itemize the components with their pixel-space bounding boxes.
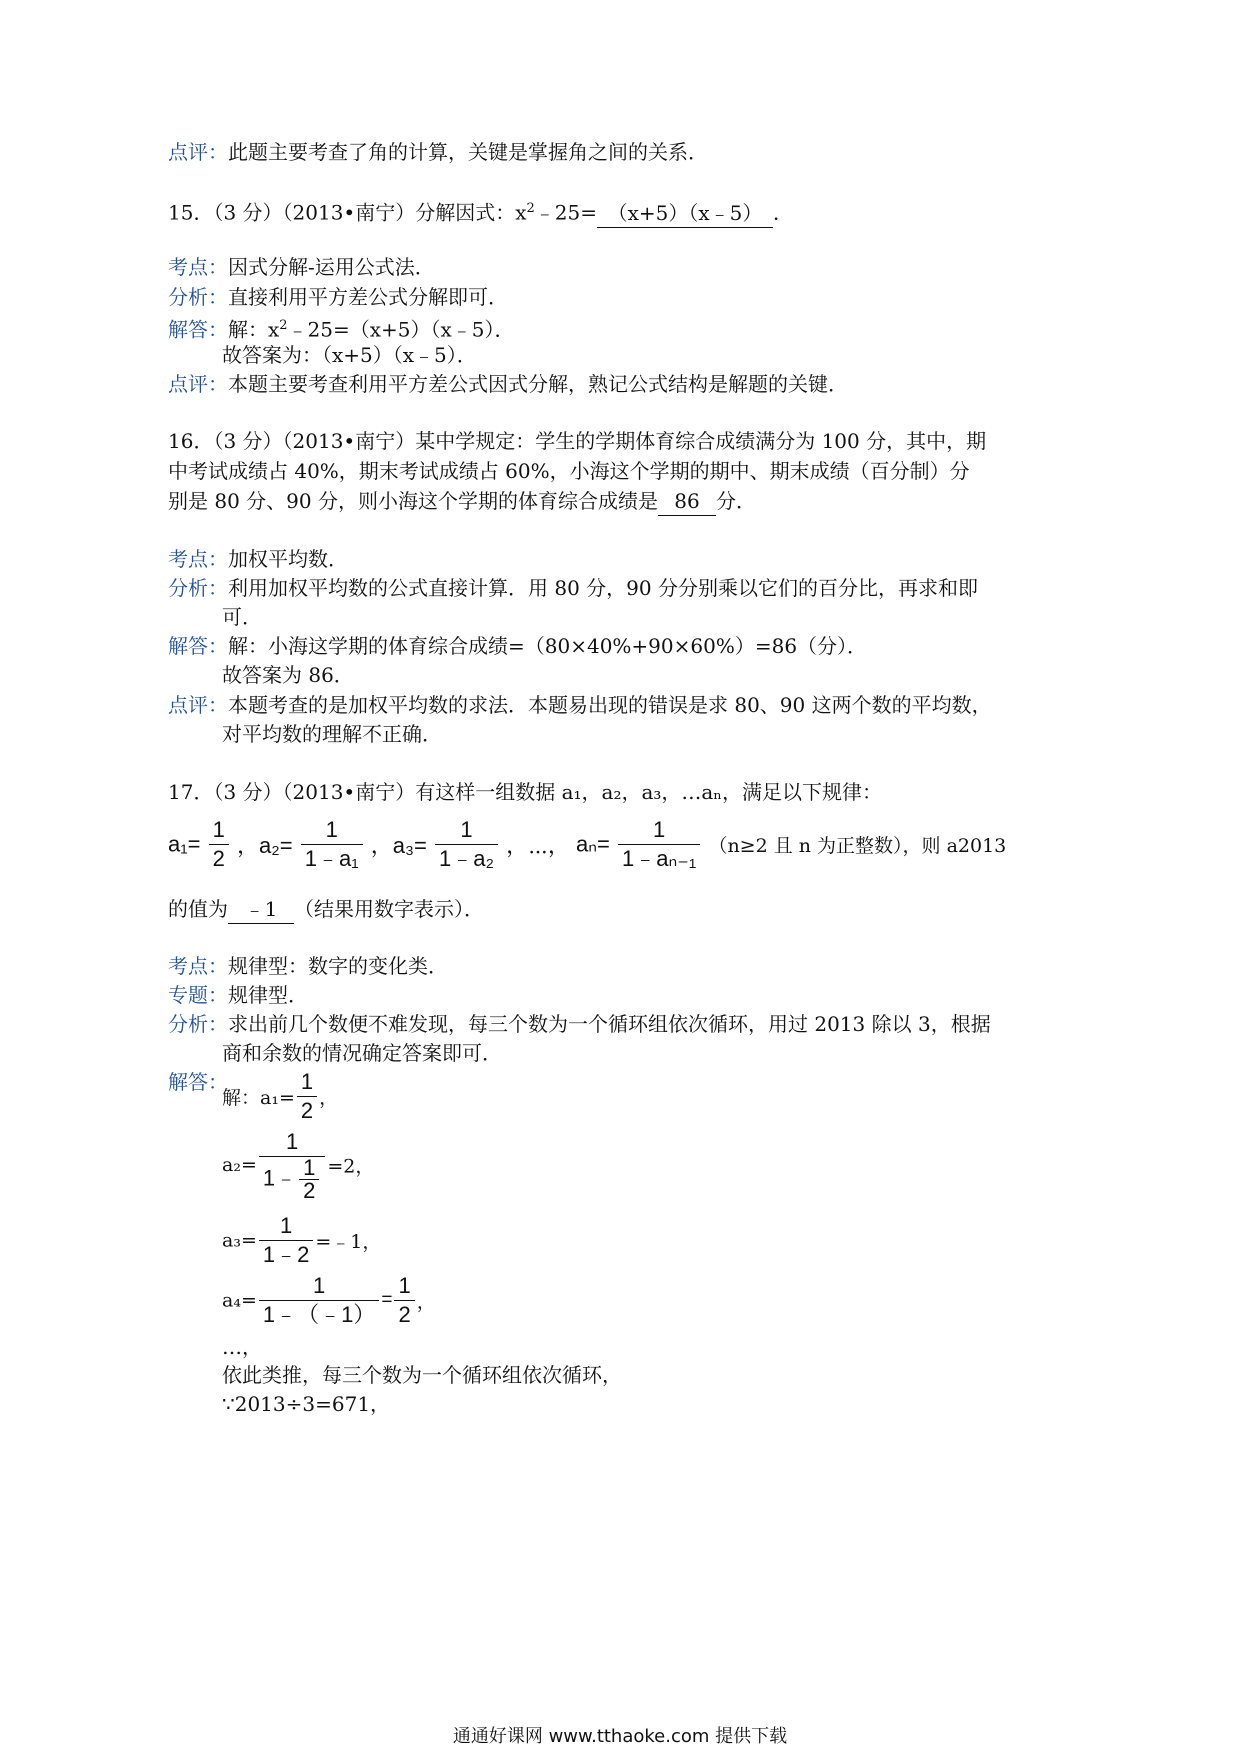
frac-num: 1 — [299, 1157, 319, 1180]
q16-fenxi-2: 可． — [222, 605, 262, 629]
q17-jieda-label — [168, 1068, 228, 1096]
q15-stem-text-2: ﹣25= — [534, 200, 598, 225]
q15-jieda — [168, 312, 515, 344]
kaodian-label: 考点： — [168, 255, 228, 279]
frac-num: 1 — [435, 816, 498, 845]
q16-kaodian — [168, 545, 348, 573]
q17-formula — [168, 816, 1006, 873]
formula-tail: （n≥2 且 n 为正整数），则 a2013 — [708, 835, 1007, 857]
sol-a4-fraction — [259, 1272, 379, 1329]
frac-den: 1﹣a₂ — [438, 846, 494, 871]
frac-num: 1 — [301, 816, 363, 845]
sol-a1-end: ， — [319, 1088, 339, 1109]
sol-infer: 依此类推，每三个数为一个循环组依次循环， — [222, 1363, 622, 1387]
q17-line1: 17．（3 分）（2013•南宁）有这样一组数据 a₁，a₂，a₃，…aₙ，满足以下规律： — [168, 780, 882, 804]
q17-zhuanti-text: 规律型． — [228, 983, 308, 1007]
frac-den: 1﹣2 — [262, 1242, 310, 1267]
frac-num: 1 — [259, 1272, 379, 1301]
frac-den-text: 1﹣ — [262, 1165, 298, 1191]
fraction-a2 — [301, 816, 363, 873]
q16-kaodian-text: 加权平均数． — [228, 547, 348, 571]
frac-den: 1﹣（﹣1） — [262, 1302, 376, 1327]
fenxi-label: 分析： — [168, 1012, 228, 1036]
q17-line3-text: 的值为 — [168, 897, 228, 921]
q15-exponent: 2 — [526, 201, 535, 216]
q16-jieda-2: 故答案为 86． — [222, 663, 354, 687]
jieda-label: 解答： — [168, 317, 228, 342]
frac-den: 2 — [398, 1302, 411, 1327]
q16-fenxi — [168, 574, 978, 602]
q15-fenxi — [168, 283, 508, 311]
jieda-label: 解答： — [168, 1070, 228, 1094]
q15-stem — [168, 195, 793, 228]
fraction-half — [209, 816, 229, 873]
dianping-label: 点评： — [168, 372, 228, 396]
q16-dianping-text: 本题考查的是加权平均数的求法．本题易出现的错误是求 80、90 这两个数的平均数， — [228, 693, 992, 717]
q16-fenxi-text: 利用加权平均数的公式直接计算．用 80 分，90 分分别乘以它们的百分比，再求和即 — [228, 576, 978, 600]
q17-line3 — [168, 895, 484, 924]
q15-jieda-exponent: 2 — [279, 318, 288, 333]
fenxi-label: 分析： — [168, 285, 228, 309]
frac-den — [259, 1157, 326, 1202]
q17-zhuanti — [168, 981, 308, 1009]
top-comment — [168, 138, 708, 166]
sol-a4-text: a₄= — [222, 1289, 257, 1312]
formula-a2: ，a₂= — [237, 833, 293, 858]
sol-a4-eq: = — [381, 1289, 393, 1311]
sol-a2-end: =2， — [327, 1155, 375, 1178]
q15-dianping — [168, 370, 848, 398]
frac-den: 1﹣a₁ — [304, 846, 359, 871]
q15-dianping-text: 本题主要考查利用平方差公式因式分解，熟记公式结构是解题的关键． — [228, 372, 848, 396]
q17-fenxi-text: 求出前几个数便不难发现，每三个数为一个循环组依次循环，用过 2013 除以 3，根据 — [228, 1012, 991, 1036]
q15-stem-end: ． — [773, 200, 794, 225]
jieda-label: 解答： — [168, 634, 228, 658]
q15-stem-text: 15．（3 分）（2013•南宁）分解因式：x — [168, 200, 527, 225]
formula-a1: a₁= — [168, 831, 201, 857]
fenxi-label: 分析： — [168, 576, 228, 600]
q16-line3-end: 分． — [715, 489, 756, 513]
nested-half — [299, 1157, 319, 1202]
frac-den: 2 — [303, 1178, 316, 1203]
sol-step-a1 — [222, 1068, 338, 1125]
sol-step-a3 — [222, 1212, 381, 1269]
frac-den: 2 — [212, 846, 225, 871]
frac-num: 1 — [394, 1272, 414, 1301]
q17-fenxi-2: 商和余数的情况确定答案即可． — [222, 1041, 502, 1065]
fraction-a3 — [435, 816, 498, 873]
sol-a2-fraction — [259, 1128, 326, 1202]
sol-a4-end: ， — [416, 1292, 436, 1313]
frac-den: 1﹣aₙ₋₁ — [622, 846, 697, 871]
sol-a3-end: =﹣1， — [315, 1231, 382, 1253]
q15-fenxi-text: 直接利用平方差公式分解即可． — [228, 285, 508, 309]
q16-line2: 中考试成绩占 40%，期末考试成绩占 60%，小海这个学期的期中、期末成绩（百分制）分 — [168, 459, 970, 483]
q15-jieda-text: 解：x — [228, 317, 280, 342]
q16-line3-text: 别是 80 分、90 分，则小海这个学期的体育综合成绩是 — [168, 489, 658, 513]
dianping-label: 点评： — [168, 693, 228, 717]
comment-text: 此题主要考查了角的计算，关键是掌握角之间的关系． — [228, 140, 708, 164]
q16-line3 — [168, 487, 756, 516]
sol-step-a4 — [222, 1272, 436, 1329]
q16-dianping — [168, 691, 992, 719]
sol-a2-text: a₂= — [222, 1154, 257, 1176]
sol-step-a2 — [222, 1128, 374, 1202]
kaodian-label: 考点： — [168, 547, 228, 571]
frac-num: 1 — [297, 1068, 317, 1097]
q17-kaodian-text: 规律型：数字的变化类． — [228, 954, 448, 978]
kaodian-label: 考点： — [168, 954, 228, 978]
sol-a3-fraction — [259, 1212, 313, 1269]
q17-line3-end: （结果用数字表示）． — [294, 897, 484, 921]
frac-num: 1 — [618, 816, 700, 845]
q16-jieda — [168, 632, 867, 660]
fraction-an — [618, 816, 700, 873]
frac-den: 2 — [300, 1098, 314, 1123]
q15-jieda-2: 故答案为：（x+5）（x﹣5）． — [222, 343, 477, 367]
q15-answer: （x+5）（x﹣5） — [597, 199, 773, 228]
page-footer: 通通好课网 www.tthaoke.com 提供下载 — [452, 1726, 788, 1747]
formula-dots: ，⋯， — [506, 833, 570, 858]
frac-num: 1 — [259, 1128, 326, 1157]
q16-line1: 16．（3 分）（2013•南宁）某中学规定：学生的学期体育综合成绩满分为 100 分，其中，期 — [168, 429, 987, 453]
sol-a1-text: 解：a₁= — [222, 1087, 295, 1109]
sol-a1-fraction — [297, 1068, 317, 1125]
q15-kaodian-text: 因式分解-运用公式法． — [228, 255, 435, 279]
q17-kaodian — [168, 952, 448, 980]
q16-answer: 86 — [658, 487, 716, 516]
q15-kaodian — [168, 253, 435, 281]
q15-jieda-text-2: ﹣25=（x+5）（x﹣5）． — [287, 317, 515, 342]
q16-jieda-text: 解：小海这学期的体育综合成绩=（80×40%+90×60%）=86（分）． — [228, 634, 868, 658]
q16-dianping-2: 对平均数的理解不正确． — [222, 722, 442, 746]
frac-num: 1 — [259, 1212, 313, 1241]
frac-num: 1 — [209, 816, 229, 845]
formula-an: aₙ= — [576, 831, 610, 857]
comment-label: 点评： — [168, 140, 228, 164]
zhuanti-label: 专题： — [168, 983, 228, 1007]
q17-answer: ﹣1 — [228, 895, 294, 924]
sol-since: ∵2013÷3=671， — [222, 1392, 391, 1416]
sol-a3-text: a₃= — [222, 1229, 257, 1252]
formula-a3: ，a₃= — [370, 833, 427, 858]
sol-ellipsis: …， — [222, 1335, 262, 1359]
sol-a4-half — [394, 1272, 414, 1329]
q17-fenxi — [168, 1010, 991, 1038]
